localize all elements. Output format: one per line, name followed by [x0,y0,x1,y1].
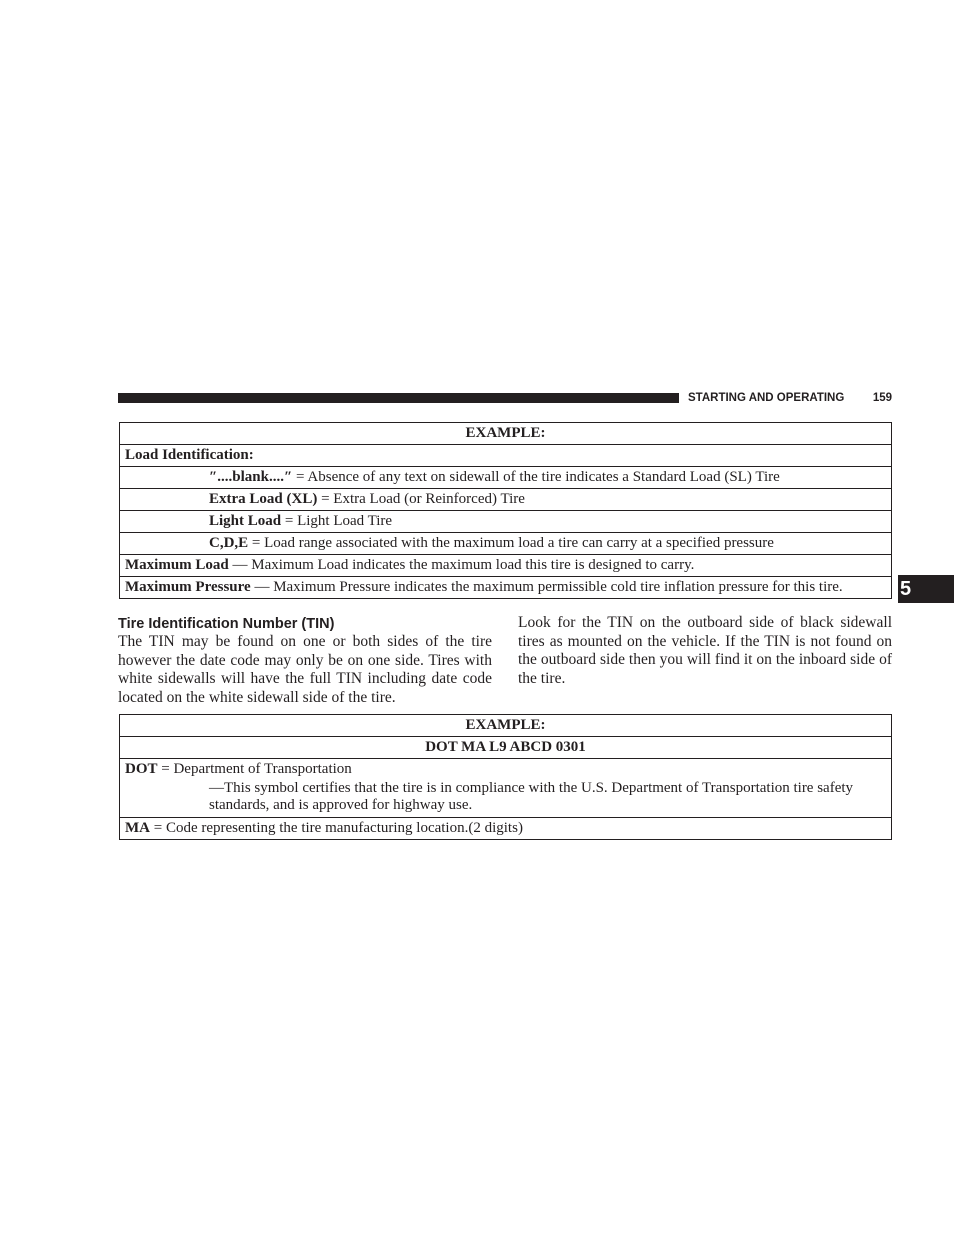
row-desc: — Maximum Load indicates the maximum load this tire is designed to carry. [228,557,695,573]
row-term: Maximum Load [125,557,229,573]
tin-example-table [119,714,892,840]
table-row [120,445,892,467]
table-row [120,555,892,577]
table-title: EXAMPLE: [120,423,892,445]
chapter-tab: 5 [898,575,954,603]
section-title: STARTING AND OPERATING [688,392,845,404]
table-row [120,759,892,818]
row-desc: = Extra Load (or Reinforced) Tire [317,491,525,507]
row-term: ″....blank....″ [209,469,293,485]
load-identification-label: Load Identification: [125,447,254,463]
row-desc: = Light Load Tire [281,513,393,529]
table-row [120,577,892,599]
tin-paragraph-left: The TIN may be found on one or both sides of the tire however the date code may only be on one side. Tires with white sidewalls will have the full TIN including date code located on the white sidewall side of the tire. [118,633,492,707]
table-row [120,818,892,840]
row-desc: = Load range associated with the maximum load a tire can carry at a specified pressure [248,535,774,551]
row-term: C,D,E [209,535,249,551]
row-term: Maximum Pressure [125,579,251,595]
running-header [688,390,892,406]
row-term: Light Load [209,513,282,529]
row-desc: = Absence of any text on sidewall of the tire indicates a Standard Load (SL) Tire [292,469,780,485]
page-number: 159 [872,392,892,404]
row-desc: = Department of Transportation [157,761,352,777]
table-row [120,533,892,555]
tin-code: DOT MA L9 ABCD 0301 [120,737,892,759]
dot-note: —This symbol certifies that the tire is in compliance with the U.S. Department of Transportation tire safety standards, and is approved for highway use. [209,780,854,813]
table-row [120,489,892,511]
table-row [120,511,892,533]
row-term: DOT [125,761,158,777]
row-desc: = Code representing the tire manufacturing location.(2 digits) [150,820,523,836]
row-desc: — Maximum Pressure indicates the maximum permissible cold tire inflation pressure for this tire. [250,579,843,595]
table-row [120,467,892,489]
table-title: EXAMPLE: [120,715,892,737]
row-term: Extra Load (XL) [209,491,318,507]
row-term: MA [125,820,150,836]
load-example-table [119,422,892,599]
section-heading: Tire Identification Number (TIN) [118,616,335,632]
tin-paragraph-right: Look for the TIN on the outboard side of black sidewall tires as mounted on the vehicle. If the TIN is not found on the outboard side then you will find it on the inboard side of the tire. [518,614,892,688]
header-rule [118,393,679,403]
